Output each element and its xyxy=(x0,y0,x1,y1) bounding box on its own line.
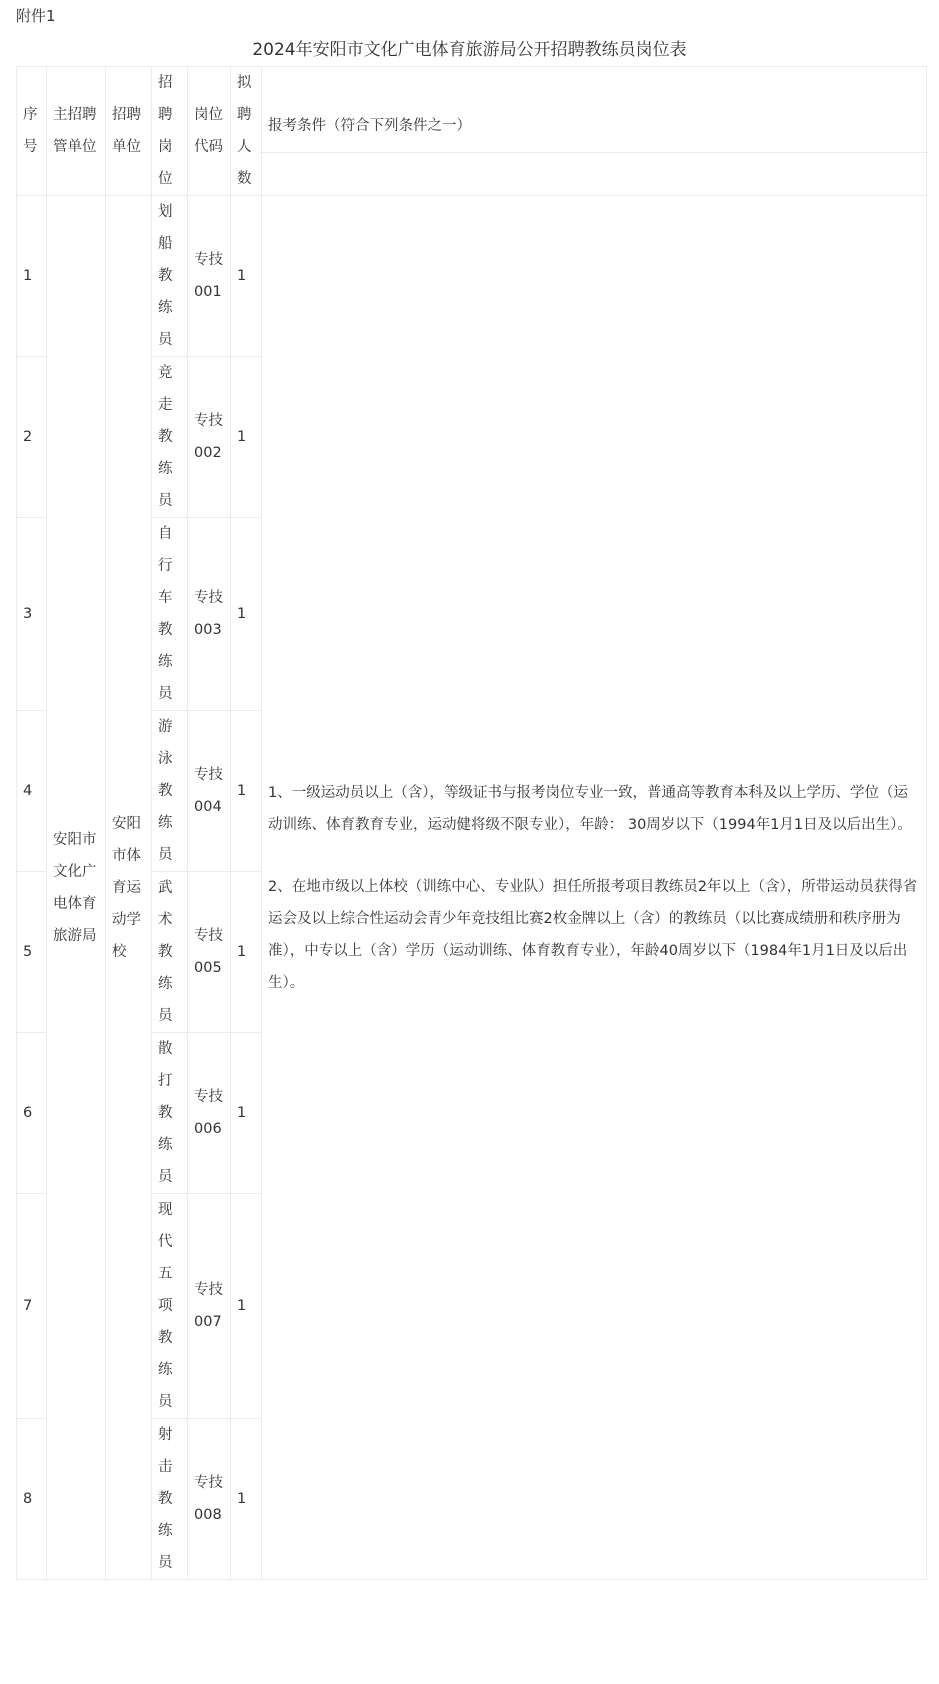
header-code: 岗位代码 xyxy=(188,67,231,196)
code-cell: 专技004 xyxy=(188,711,231,872)
position-cell: 自行车教练员 xyxy=(152,518,188,711)
count-cell: 1 xyxy=(231,872,262,1033)
authority-cell: 安阳市文化广电体育旅游局 xyxy=(47,196,106,1580)
count-cell: 1 xyxy=(231,357,262,518)
seq-cell: 1 xyxy=(17,196,47,357)
header-unit: 招聘单位 xyxy=(106,67,152,196)
code-cell: 专技007 xyxy=(188,1194,231,1419)
header-seq: 序号 xyxy=(17,67,47,196)
header-divider xyxy=(260,152,928,153)
position-cell: 现代五项教练员 xyxy=(152,1194,188,1419)
seq-cell: 4 xyxy=(17,711,47,872)
seq-cell: 8 xyxy=(17,1419,47,1580)
count-cell: 1 xyxy=(231,711,262,872)
seq-cell: 5 xyxy=(17,872,47,1033)
code-cell: 专技002 xyxy=(188,357,231,518)
header-count: 拟聘人数 xyxy=(231,67,262,196)
position-cell: 散打教练员 xyxy=(152,1033,188,1194)
condition-1: 1、一级运动员以上（含），等级证书与报考岗位专业一致，普通高等教育本科及以上学历、学位（运动训练、体育教育专业，运动健将级不限专业），年龄： 30周岁以下（1994年1月1日及以后出生）。 xyxy=(268,784,912,833)
position-cell: 射击教练员 xyxy=(152,1419,188,1580)
table-row xyxy=(17,196,927,357)
conditions-cell xyxy=(262,196,927,1580)
seq-cell: 2 xyxy=(17,357,47,518)
header-position: 招聘岗位 xyxy=(152,67,188,196)
seq-cell: 7 xyxy=(17,1194,47,1419)
count-cell: 1 xyxy=(231,196,262,357)
page-title: 2024年安阳市文化广电体育旅游局公开招聘教练员岗位表 xyxy=(252,40,687,60)
attachment-label: 附件1 xyxy=(16,7,56,25)
code-cell: 专技006 xyxy=(188,1033,231,1194)
code-cell: 专技001 xyxy=(188,196,231,357)
position-cell: 竞走教练员 xyxy=(152,357,188,518)
unit-cell: 安阳市体育运动学校 xyxy=(106,196,152,1580)
header-row xyxy=(17,67,927,196)
code-cell: 专技005 xyxy=(188,872,231,1033)
positions-table xyxy=(16,66,927,1580)
count-cell: 1 xyxy=(231,1419,262,1580)
seq-cell: 3 xyxy=(17,518,47,711)
seq-cell: 6 xyxy=(17,1033,47,1194)
condition-2: 2、在地市级以上体校（训练中心、专业队）担任所报考项目教练员2年以上（含），所带运动员获得省运会及以上综合性运动会青少年竞技组比赛2枚金牌以上（含）的教练员（以比赛成绩册和秩序册为准），中专以上（含）学历（运动训练、体育教育专业），年龄40周岁以下（1984年1月1日及以后出生）。 xyxy=(268,878,918,991)
position-cell: 划船教练员 xyxy=(152,196,188,357)
code-cell: 专技003 xyxy=(188,518,231,711)
position-cell: 游泳教练员 xyxy=(152,711,188,872)
header-conditions: 报考条件（符合下列条件之一） xyxy=(262,67,927,196)
count-cell: 1 xyxy=(231,1033,262,1194)
count-cell: 1 xyxy=(231,518,262,711)
code-cell: 专技008 xyxy=(188,1419,231,1580)
position-cell: 武术教练员 xyxy=(152,872,188,1033)
header-authority: 主招聘管单位 xyxy=(47,67,106,196)
count-cell: 1 xyxy=(231,1194,262,1419)
